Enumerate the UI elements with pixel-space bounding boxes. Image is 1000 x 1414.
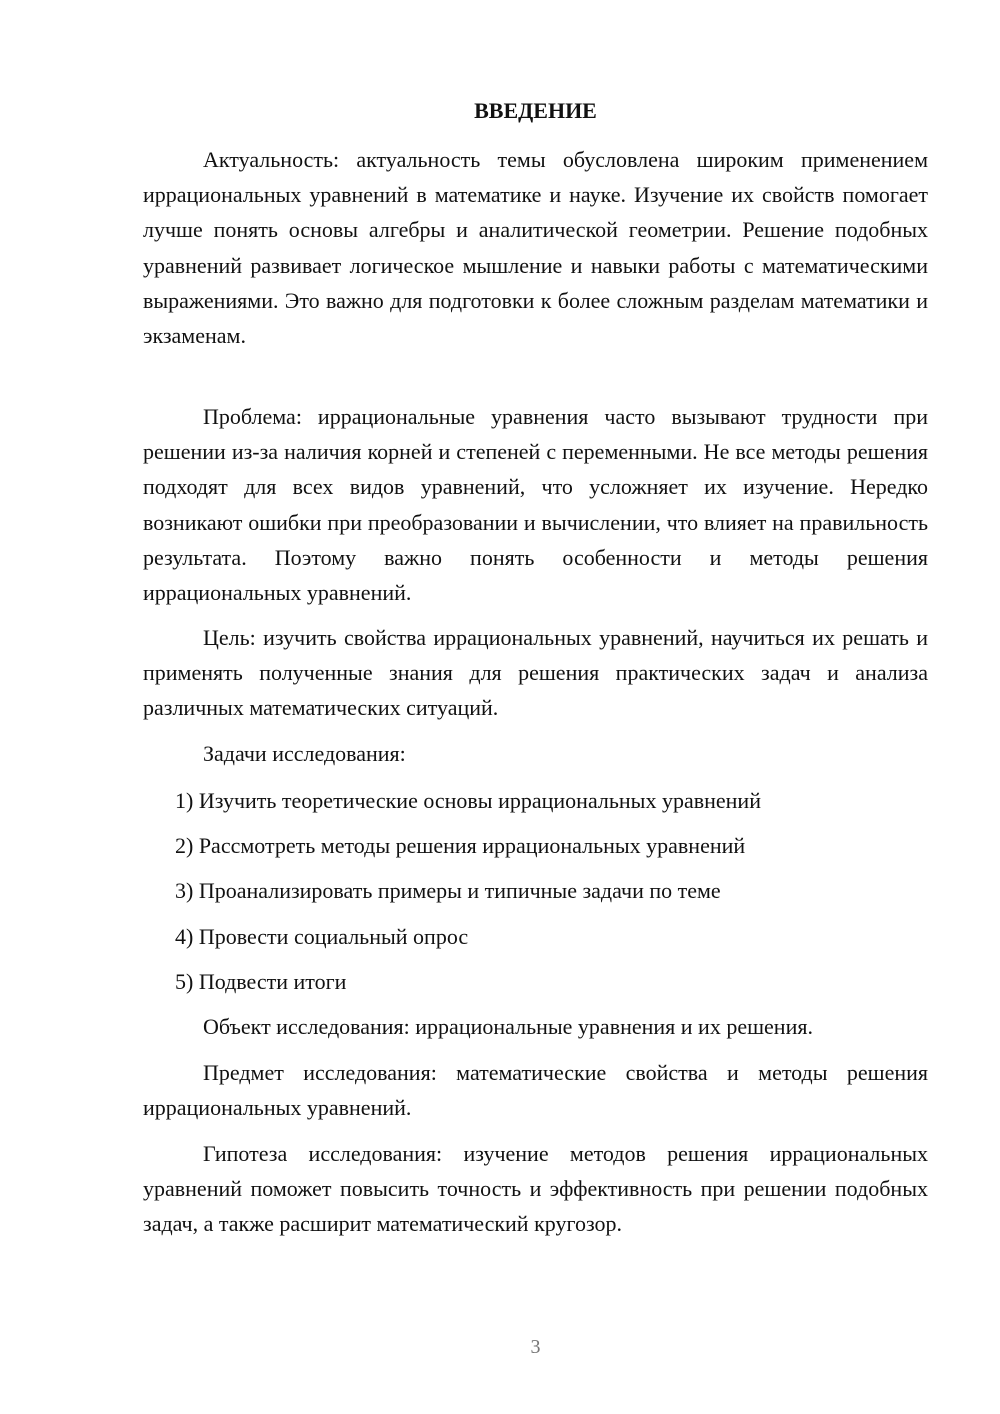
object-paragraph: Объект исследования: иррациональные уравнения и их решения. xyxy=(203,1014,813,1039)
task-item: 2) Рассмотреть методы решения иррациональных уравнений xyxy=(175,833,746,858)
task-item: 3) Проанализировать примеры и типичные задачи по теме xyxy=(175,878,721,903)
task-item: 1) Изучить теоретические основы иррациональных уравнений xyxy=(175,788,761,813)
task-item: 4) Провести социальный опрос xyxy=(175,924,469,949)
hypothesis-paragraph: Гипотеза исследования: изучение методов решения иррациональных уравнений поможет повысить точность и эффективность при решении подобных задач, а также расширит математический кругозор. xyxy=(143,1141,928,1237)
subject-paragraph: Предмет исследования: математические свойства и методы решения иррациональных уравнений. xyxy=(143,1060,928,1121)
document-page xyxy=(143,0,928,1414)
goal-paragraph: Цель: изучить свойства иррациональных уравнений, научиться их решать и применять полученные знания для решения практических задач и анализа различных математических ситуаций. xyxy=(143,625,928,721)
page-number: 3 xyxy=(530,1336,541,1358)
problem-paragraph: Проблема: иррациональные уравнения часто вызывают трудности при решении из-за наличия корней и степеней с переменными. Не все методы решения подходят для всех видов уравнений, что усложняет их изучение. Нередко возникают ошибки при преобразовании и вычислении, что влияет на правильность результата. Поэтому важно понять особенности и методы решения иррациональных уравнений. xyxy=(143,404,928,606)
relevance-paragraph: Актуальность: актуальность темы обусловлена широким применением иррациональных уравнений в математике и науке. Изучение их свойств помогает лучше понять основы алгебры и аналитической геометрии. Решение подобных уравнений развивает логическое мышление и навыки работы с математическими выражениями. Это важно для подготовки к более сложным разделам математики и экзаменам. xyxy=(143,147,928,349)
task-item: 5) Подвести итоги xyxy=(175,969,347,994)
tasks-heading: Задачи исследования: xyxy=(203,741,406,766)
section-title: ВВЕДЕНИЕ xyxy=(474,98,597,123)
